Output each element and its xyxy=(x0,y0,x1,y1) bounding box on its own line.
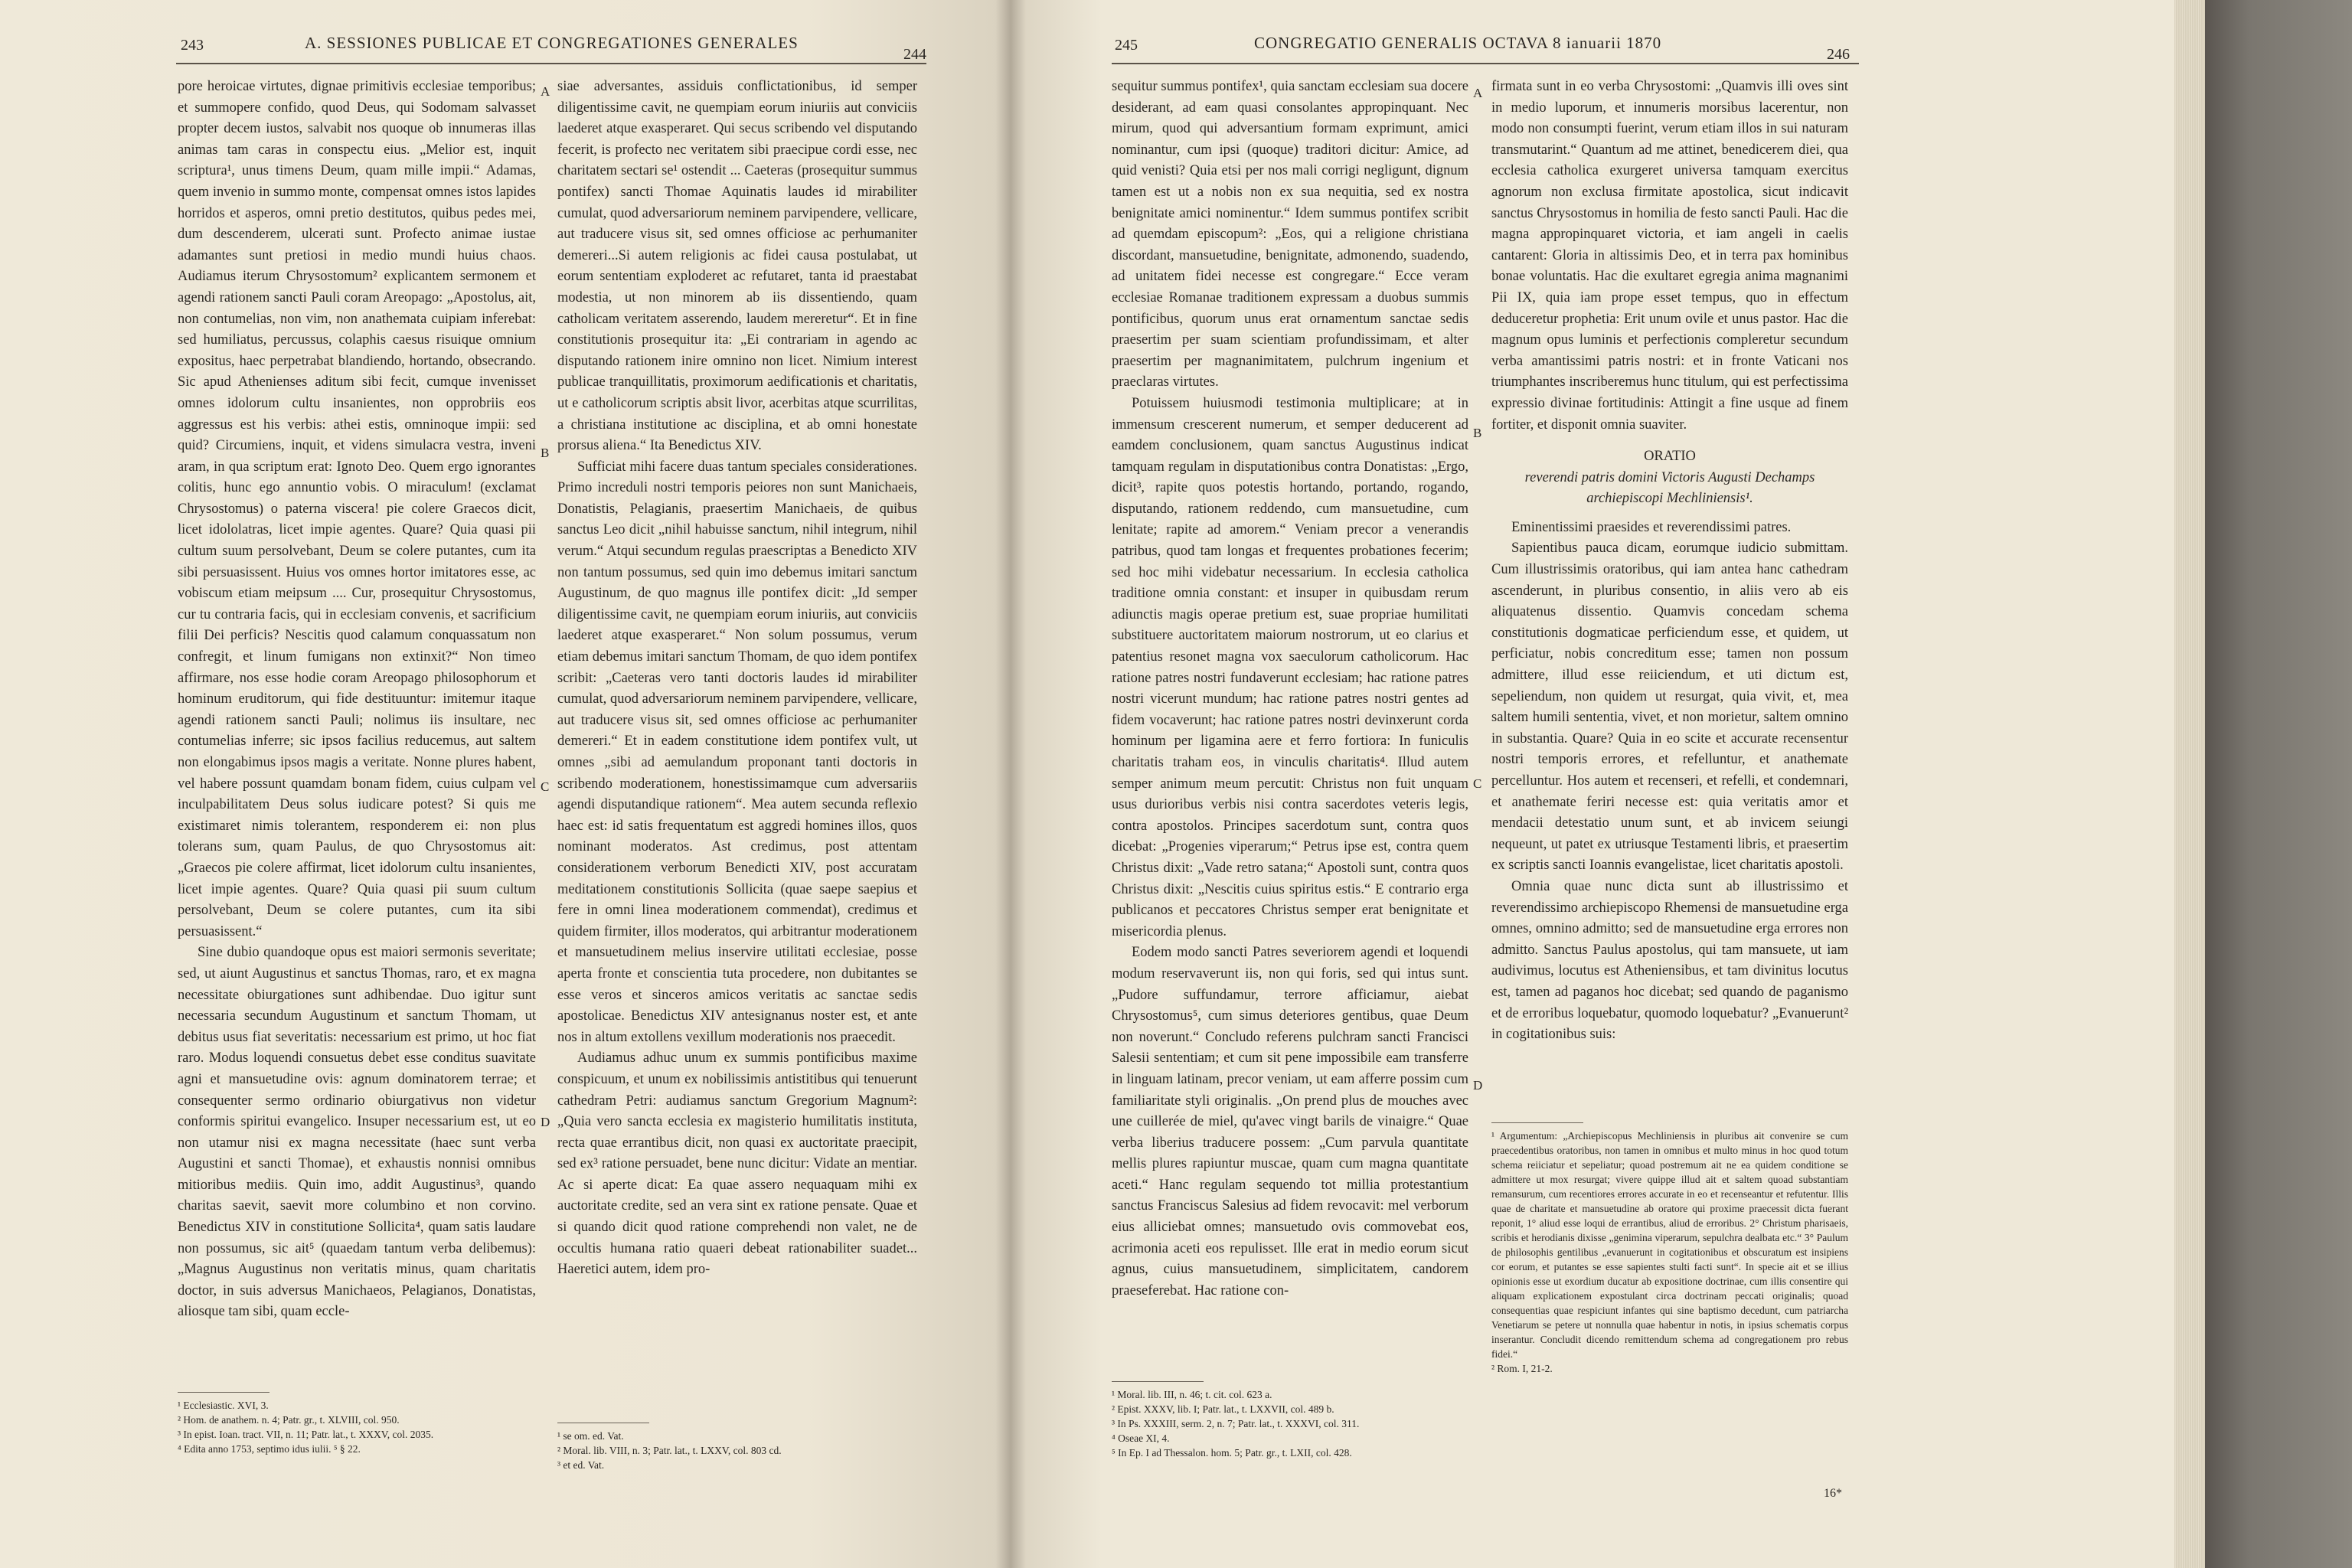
footnote: ³ In epist. Ioan. tract. VII, n. 11; Patr. lat., t. XXXV, col. 2035. xyxy=(178,1429,434,1440)
margin-letter-d: D xyxy=(541,1115,550,1129)
running-head-right: CONGREGATIO GENERALIS OCTAVA 8 ianuarii 1870 xyxy=(1254,34,1662,52)
margin-letter-d: D xyxy=(1473,1078,1483,1093)
footnotes-left-a xyxy=(178,1398,536,1456)
footnote: ² Epist. XXXV, lib. I; Patr. lat., t. LXXVII, col. 489 b. xyxy=(1112,1403,1334,1415)
paragraph: Potuissem huiusmodi testimonia multiplicare; at in immensum crescerent numerum, et semper deducerent ad eamdem conclusionem, quam sanctus Augustinus indicat tamquam regulam in disputationibus contra Donatistas: „Ergo, dicit³, rapite quos potestis hortando, portando, rogando, disputando, rationem reddendo, cum mansuetudine, cum lenitate; rapite ad amorem.“ Veniam precor a venerandis patribus, quod tam longas et frequentes probationes fecerim; sed hoc mihi videbatur necessarium. In ecclesia catholica traditione omnia constant: et insuper in quibusdam rerum adiunctis magis operae pretium est, suae propriae humilitati substituere auctoritatem maiorum nostrorum, ut eo clarius et patentius resonet magna vox saeculorum catholicorum. Hac ratione patres nostri fundaverunt ecclesiam; hac ratione patres nostri vicerunt mundum; hac ratione patres nostri gentes ad fidem vocaverunt; hac ratione patres nostri devinxerunt corda hominum per ligamina aere et ferro fortiora: In funiculis charitatis traham eos, in vinculis charitatis⁴. Illud autem semper animum meum percutit: Christus non fuit unquam usus durioribus verbis nisi contra sacerdotes veteris legis, contra apostolos. Principes sacerdotum sunt, contra quos dicebat: „Progenies viperarum;“ Petrus ipse est, contra quem Christus dixit: „Vade retro satana;“ Apostoli sunt, contra quos Christus dixit: „Nescitis cuius spiritus estis.“ E contrario erga publicanos et peccatores Christus semper erat benignitate et misericordia plenus. xyxy=(1112,395,1468,939)
signature-mark: 16* xyxy=(1824,1487,1842,1500)
header-rule xyxy=(176,63,926,64)
header-rule xyxy=(1112,63,1859,64)
book-gutter xyxy=(995,0,1026,1568)
footnote: ⁴ Oseae XI, 4. xyxy=(1112,1432,1170,1444)
footnote: ⁴ Edita anno 1753, septimo idus iulii. ⁵ § 22. xyxy=(178,1443,361,1455)
footnotes-right-a xyxy=(1112,1387,1468,1460)
footnote: ³ et ed. Vat. xyxy=(557,1459,605,1471)
paragraph: Sine dubio quandoque opus est maiori sermonis severitate; sed, ut aiunt Augustinus et sanctus Thomas, raro, et ex magna necessitate obiurgationes sunt adhibendae. Duo igitur sunt necessaria secundum Augustinum et sanctum Thomam, ut debitus usus fiat severitatis: necessarium est primo, ut hoc fiat raro. Modus loquendi consuetus debet esse conditus suavitate agni et mansuetudine ovis: agnum dominatorem terrae; et consequenter sermo ordinario obiurgativus non videtur conformis spiritui evangelico. Insuper necessarium est, ut eo non utamur nisi ex magna necessitate (haec sunt verba Augustini et sancti Thomae), et exhaustis nonnisi omnibus mitioribus mediis. Quin imo, addit Augustinus³, quando charitas saevit, saevit more columbino et non corvino. Benedictus XIV in constitutione Sollicita⁴, quam satis laudare non possumus, sic ait⁵ (quaedam tantum verba delibemus): „Magnus Augustinus non veritatis minus, quam charitatis doctor, in suis adversus Manichaeos, Pelagianos, Donatistas, aliosque tam sibi, quam eccle- xyxy=(178,945,536,1320)
paragraph: Eodem modo sancti Patres severiorem agendi et loquendi modum reservaverunt iis, non qui foris, sed qui intus sunt. „Pudore suffundamur, terrore afficiamur, aiebat Chrysostomus⁵, cum simus deteriores gentibus, quae Deum non noverunt.“ Concludo referens pulchram sancti Francisci Salesii sententiam; et cum sit pene impossibile eam transferre in linguam latinam, precor veniam, ut eam afferre possim cum familiaritate styli originalis. „On prend plus de mouches avec une cuillerée de miel, qu'avec vingt barils de vinaigre.“ Quae verba liberius traducere possem: „Cum parvula quantitate mellis plures rapiuntur muscae, quam cum magna quantitate aceti.“ Hanc regulam sequendo tot millia protestantium sanctus Franciscus Salesius ad fidem revocavit: mel verborum eius alliciebat omnes; mansuetudo ovis commovebat eos, acrimonia aceti eos repulisset. Ille erat in medio eorum sicut agnus, cuius mansuetudinem, simplicitatem, candorem praeseferebat. Hac ratione con- xyxy=(1112,945,1468,1298)
footnote: ² Rom. I, 21-2. xyxy=(1491,1363,1553,1374)
left-page xyxy=(0,0,1009,1568)
margin-letter-c: C xyxy=(1473,776,1482,791)
page-number-243: 243 xyxy=(181,37,204,54)
footnote: ¹ se om. ed. Vat. xyxy=(557,1430,624,1442)
footnote-rule xyxy=(1112,1381,1204,1382)
footnote: ² Moral. lib. VIII, n. 3; Patr. lat., t. LXXV, col. 803 cd. xyxy=(557,1445,782,1456)
margin-letter-c: C xyxy=(541,779,550,794)
page-number-246: 246 xyxy=(1827,46,1850,63)
footnote-rule xyxy=(1491,1122,1583,1123)
paragraph: pore heroicae virtutes, dignae primitivis ecclesiae temporibus; et summopere confido, quod Deus, qui Sodomam salvasset propter decem iustos, salvabit nos quoque ob innumeras illas animas tam caras in conspectu eius. „Melior est, inquit scriptura¹, unus timens Deum, quam mille impii.“ Adamas, quem invenio in summo monte, compensat omnes istos lapides horridos et asperos, omni pretio destitutos, quibus pedes mei, dum descenderem, ulcerati sunt. Profecto animae iustae adamantes sunt pretiosi in medio mundi huius chaos. Audiamus iterum Chrysostomum² explicantem sermonem et agendi rationem sancti Pauli coram Areopago: „Apostolus, ait, non contumelias, non vim, non anathemata cuipiam inferebat: sed humiliatus, percussus, colaphis caesus risuique omnium expositus, haec perpetrabat blandiendo, hortando, obsecrando. Sic apud Athenienses aditum sibi fecit, cumque invenisset omnes idolorum cultu insanientes, non opprobriis eos aggressus est his verbis: athei estis, omninoque impii: sed quid? Circumiens, inquit, et videns simulacra vestra, inveni aram, in qua scriptum erat: Ignoto Deo. Quem ergo ignorantes colitis, hunc ego annuntio vobis. O miraculum! (exclamat Chrysostomus) o paterna viscera! pie colere Graecos dicit, licet idololatras, licet impie agentes. Quare? Quia quasi pii cultum suum persolvebant, Deum se colere putantes, cum ita sibi persuasissent. Huius vos omnes hortor imitatores esse, ac vobiscum etiam meipsum .... Cur, prosequitur Chrysostomus, cur tu contraria facis, qui in ecclesiam convenis, et sacrificium filii Dei perficis? Nescitis quod calamum conquassatum non confregit, et linum fumigans non extinxit?“ Non timeo affirmare, nos esse hodie coram Areopago philosophorum et hominum eruditorum, qui fide destituuntur: imitemur itaque agendi rationem sancti Pauli; nolimus iis insultare, nec contumelias inferre; sic ipsos facilius reducemus, aut saltem non elongabimus ipsos magis a veritate. Nonne plures habent, vel habere possunt quamdam bonam fidem, cuius culpam vel inculpabilitatem Deus solus iudicare potest? Si quis me existimaret nimis tolerantem, responderem ei: non plus tolerans sum, quam Paulus, de quo Chrysostomus ait: „Graecos pie colere affirmat, licet idolorum cultu insanientes, licet impie agentes. Quare? Quia quasi pii suum cultum persolvebant, Deum se colere putantes, cum ita sibi persuasissent.“ xyxy=(178,79,536,939)
page-edges xyxy=(2174,0,2205,1568)
page-number-244: 244 xyxy=(903,46,926,63)
right-column-a xyxy=(1112,77,1468,1302)
footnote: ² Hom. de anathem. n. 4; Patr. gr., t. XLVIII, col. 950. xyxy=(178,1414,400,1426)
margin-letter-b: B xyxy=(1473,426,1482,440)
right-column-b xyxy=(1491,77,1848,1046)
paragraph: Eminentissimi praesides et reverendissimi patres. xyxy=(1511,519,1792,535)
oratio-title: ORATIO xyxy=(1644,449,1696,465)
footnote-rule xyxy=(178,1392,270,1393)
running-head-left: A. SESSIONES PUBLICAE ET CONGREGATIONES GENERALES xyxy=(305,34,799,52)
margin-letter-b: B xyxy=(541,446,550,460)
paragraph: siae adversantes, assiduis conflictationibus, id semper diligentissime cavit, ne quempiam eorum iniuriis aut conviciis laederet atque exasperaret. Qui secus scribendo vel disputando fecerit, is profecto nec veritatem sibi praecipue cordi esse, nec charitatem sectari se¹ ostendit ... Caeteras (prosequitur summus pontifex) sancti Thomae Aquinatis laudes id mirabiliter cumulat, quod adversariorum neminem parvipendere, vellicare, aut traducere visus sit, sed omnes officiose ac perhumaniter demereri...Si autem religionis ac fidei causa postulabat, ut eorum sententiam exploderet ac refutaret, tanta id praestabat modestia, ut non minorem ab iis dissentiendo, quam catholicam veritatem asserendo, laudem mereretur“. Et in fine constitutionis prosequitur ita: „Ei contrariam in agendo ac disputando rationem inire omnino non licet. Nimium interest publicae tranquillitatis, proximorum aedificationis et charitatis, ut e catholicorum scriptis absit livor, acerbitas atque scurrilitas, a christiana institutione ac disciplina, et ab omni honestate prorsus aliena.“ Ita Benedictus XIV. xyxy=(557,79,917,454)
footnote: ¹ Ecclesiastic. XVI, 3. xyxy=(178,1400,269,1411)
paragraph: Audiamus adhuc unum ex summis pontificibus maxime conspicuum, et unum ex nobilissimis antistitibus qui tenuerunt cathedram Petri: audiamus sanctum Gregorium Magnum²: „Quia vero sancta ecclesia ex magisterio humilitatis instituta, recta quae errantibus dicit, non quasi ex auctoritate praecipit, sed ex³ ratione persuadet, bene nunc dicitur: Vidate an mentiar. Ac si aperte dicat: Ea quae assero nequaquam mihi ex auctoritate credite, sed an vera sint ex ratione pensate. Quae et si quando dicit quod ratione comprehendi non valet, ne de occultis humana ratio quaeri debeat rationabiliter suadet... Haeretici autem, idem pro- xyxy=(557,1050,917,1278)
right-page xyxy=(1009,0,2174,1568)
footnote: ³ In Ps. XXXIII, serm. 2, n. 7; Patr. lat., t. XXXVI, col. 311. xyxy=(1112,1418,1360,1429)
footnote: ⁵ In Ep. I ad Thessalon. hom. 5; Patr. gr., t. LXII, col. 428. xyxy=(1112,1447,1352,1459)
oratio-subtitle: archiepiscopi Mechliniensis¹. xyxy=(1586,491,1753,507)
page-number-245: 245 xyxy=(1115,37,1138,54)
footnotes-left-b xyxy=(557,1429,917,1472)
paragraph: Sapientibus pauca dicam, eorumque iudicio submittam. Cum illustrissimis oratoribus, qui iam antea hanc cathedram ascenderunt, in pluribus consentio, in aliis vero ab eis aliquatenus dissentio. Quamvis concedam schema constitutionis dogmaticae perficiendum esse, et quidem, ut perficiatur, nobis concreditum esse; tamen non possum admittere, illud esse reiiciendum, et uti dictum est, sepeliendum, non quidem ut resurgat, quia vivit, et, mea saltem humili sententia, vivet, et non morietur, saltem omnino in substantia. Quare? Quia in eo scite et accurate recensentur nostri temporis errores, et refelluntur, et anathemate percelluntur. Hos autem et recenseri, et refelli, et condemnari, et anathemate feriri necesse est: quia veritatis amor et mendacii detestatio unum sunt, et ab invicem seiungi nequeunt, ut patet ex utriusque Testamenti libris, et praesertim ex scriptis sancti Ioannis evangelistae, licet charitatis apostoli. xyxy=(1491,541,1848,874)
paragraph: firmata sunt in eo verba Chrysostomi: „Quamvis illi oves sint in medio luporum, et innumeris morsibus lacerentur, non modo non consumpti fuerint, verum etiam illos in sui naturam transmutarint.“ Quantum ad me attinet, benedicerem diei, qua ecclesia catholica exurgeret universa tamquam exercitus agnorum non exclusa firmitate apostolica, sicut indicavit sanctus Chrysostomus in homilia de festo sancti Pauli. Hac die magna appropinquaret victoria, et iam angeli in caelis cantarent: Gloria in altissimis Deo, et in terra pax hominibus bonae voluntatis. Hac die exultaret egregia anima magnanimi Pii IX, quia iam prope esset tempus, quo in effectum deduceretur prophetia: Erit unum ovile et unus pastor. Hac die magnum opus luminis et perfectionis compleretur secundum verba amantissimi patris nostri: et in fronte Vaticani nos triumphantes inscriberemus hunc titulum, qui est perfectissima expressio divinae fortitudinis: Attingit a fine usque ad finem fortiter, et disponit omnia suaviter. xyxy=(1491,79,1848,433)
oratio-subtitle: reverendi patris domini Victoris Augusti Dechamps xyxy=(1524,469,1815,485)
book-cover-edge xyxy=(2205,0,2352,1568)
footnotes-right-b xyxy=(1491,1129,1848,1376)
margin-letter-a: A xyxy=(541,84,550,99)
paragraph: Omnia quae nunc dicta sunt ab illustrissimo et reverendissimo archiepiscopo Rhemensi de mansuetudine erga omnes, omnino admitto; sed de mansuetudine erga errores non admitto. Sanctus Paulus apostolus, qui tam mansuete, ut iam audivimus, locutus est Atheniensibus, et tam divinitus locutus est, tamen ad paganos hoc dicebat; sed quando de paganismo et de erroribus loquebatur, quomodo loquebatur? „Evanuerunt² in cogitationibus suis: xyxy=(1491,878,1848,1043)
left-column-b xyxy=(557,77,917,1281)
paragraph: Sufficiat mihi facere duas tantum speciales considerationes. Primo increduli nostri temporis peiores non sunt Manichaeis, Donatistis, Pelagianis, praesertim Manichaeis, de quibus sanctus Leo dicit „nihil habuisse sanctum, nihil integrum, nihil verum.“ Atqui secundum regulas praescriptas a Benedicto XIV non tantum possumus, sed quin imo debemus imitari sanctum Augustinum, de quo magnus ille pontifex dicit: „Id semper diligentissime cavit, ne quempiam eorum iniuriis, aut conviciis laederet atque exasperaret.“ Non solum possumus, verum etiam debemus imitari sanctum Thomam, de quo idem pontifex scribit: „Caeteras vero tanti doctoris laudes id mirabiliter cumulat, quod adversariorum neminem parvipendere, vellicare, aut traducere visus sit, sed omnes officiose ac perhumaniter demereri.“ Et in eadem constitutione idem pontifex vult, ut omnes „sibi ad aemulandum proponant tanti doctoris in scribendo moderationem, honestissimamque cum adversariis agendi disputandique rationem“. Mea autem secunda reflexio haec est: id satis frequentatum est aggredi homines illos, quos nominant moderatos. Ast credimus, post attentam considerationem verborum Benedicti XIV, post accuratam meditationem constitutionis Sollicita (quae saepe saepius et fere in omni linea moderationem commendat), credimus et quidem firmiter, illos moderatos, qui arbitrantur moderationem et mansuetudinem melius inservire utilitati ecclesiae, posse aperta fronte et conscientia tuta procedere, non dubitantes se esse veros et sinceros amicos veritatis ac sanctae sedis apostolicae. Benedictus XIV antesignanus noster est, et ante nos in altum extollens vexillum moderationis nos praecedit. xyxy=(557,459,917,1045)
paragraph: sequitur summus pontifex¹, quia sanctam ecclesiam sua docere desiderant, ad eam quasi consolantes appropinquant. Nec mirum, quod qui adversantium formam exprimunt, amici nominantur, cum ipsi (quoque) traditori dicitur: Amice, ad quid venisti? Quia etsi per nos mali corrigi negligunt, dignum tamen est ut a nobis non ex sua nequitia, sed ex nostra benignitate amici nominentur.“ Idem summus pontifex scribit ad quemdam episcopum²: „Eos, qui a religione christiana discordant, mansuetudine, benignitate, admonendo, suadendo, ad unitatem fidei necesse est congregare.“ Ecce veram ecclesiae Romanae traditionem expressam a duobus summis pontificibus, quorum unus erat ornamentum sanctae sedis praesertim per suam scientiam profundissimam, et alter praesertim per magnanimitatem, pulchrum ingenium et praeclaras virtutes. xyxy=(1112,79,1468,390)
left-column-a xyxy=(178,77,536,1323)
footnote: ¹ Moral. lib. III, n. 46; t. cit. col. 623 a. xyxy=(1112,1389,1272,1400)
footnote: ¹ Argumentum: „Archiepiscopus Mechliniensis in pluribus ait convenire se cum praecedentibus oratoribus, non tamen in omnibus et multo minus in hoc quod totum schema reiiciatur et sepeliatur; quoad postremum ait ne ea quidem conditione se admittere ut mox resurgat; vivere quippe illud ait et saltem quoad substantiam remansurum, cum recentiores errores accurate in eo et recenseantur et refutentur. Illis quae de charitate et mansuetudine ab oratore qui proxime praecessit dicta fuerant reponit, 1° aliud esse loqui de errantibus, aliud de erroribus. 2° Christum pharisaeis, scribis et herodianis dixisse „genimina viperarum, sepulchra dealbata etc.“ 3° Paulum de philosophis gentilibus „evanuerunt in cogitationibus et obscuratum est insipiens cor eorum, et putantes se esse sapientes stulti facti sunt“. In specie ait et se illius opinionis esse ut exordium ducatur ab expositione doctrinae, cum illis consentire qui aliquam explicationem expostulant circa doctrinam peccati originalis; quoad consequentias quae respiciunt infantes qui sine baptismo decedunt, cum patriarcha Venetiarum se petere ut nonnulla quae habentur in notis, in ipsius schematis corpus inserantur. Concludit dicendo remittendum schema ad congregationem pro rebus fidei.“ xyxy=(1491,1130,1848,1360)
margin-letter-a: A xyxy=(1473,86,1483,100)
